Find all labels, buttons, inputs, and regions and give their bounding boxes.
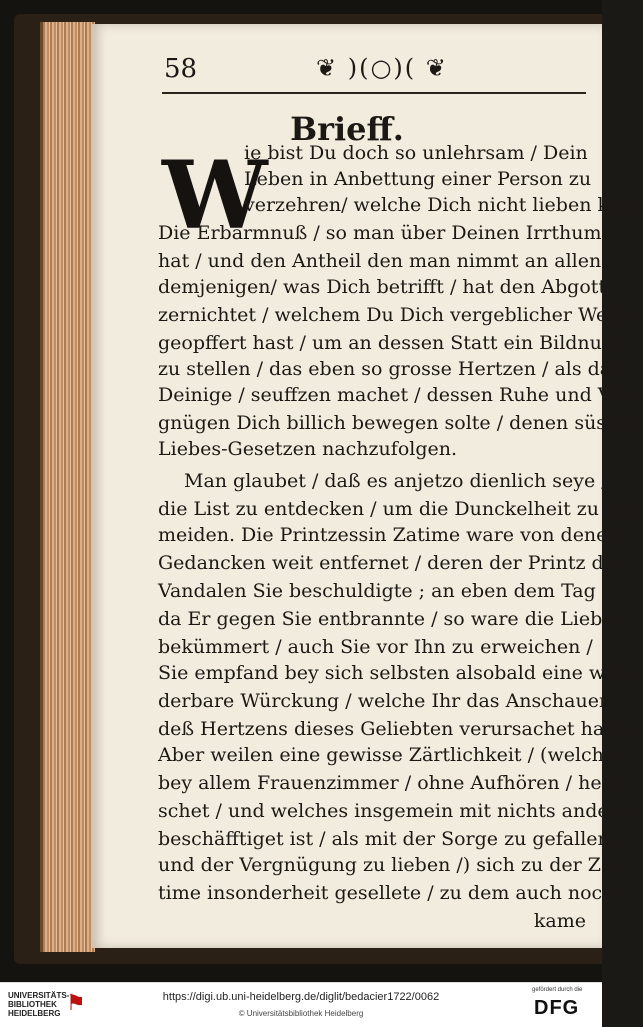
text-line: bekümmert / auch Sie vor Ihn zu erweichen /: [158, 636, 593, 658]
header-ornament: ❦ )(○)( ❦: [316, 54, 448, 82]
text-line: da Er gegen Sie entbrannte / so ware die Liebe: [158, 608, 614, 630]
text-line: Aber weilen eine gewisse Zärtlichkeit / (welche: [158, 744, 616, 766]
text-line: Liebes-Gesetzen nachzufolgen.: [158, 438, 458, 460]
text-line: gnügen Dich billich bewegen solte / denen süssen: [158, 412, 640, 434]
text-line: demjenigen/ was Dich betrifft / hat den Abgott: [158, 276, 607, 298]
drop-cap: W: [162, 141, 268, 251]
text-line: bey allem Frauenzimmer / ohne Aufhören / herr-: [158, 772, 627, 794]
page-edges: [40, 22, 95, 952]
text-line: Gedancken weit entfernet / deren der Printz der: [158, 552, 625, 574]
text-line: Leben in Anbettung einer Person zu: [244, 168, 592, 190]
page-title: Brieff.: [290, 110, 404, 148]
text-line: hat / und den Antheil den man nimmt an allen: [158, 250, 602, 272]
header-rule: [162, 92, 586, 94]
text-line: deß Hertzens dieses Geliebten verursachet hatte ;: [158, 718, 643, 740]
copyright-notice: © Universitätsbibliothek Heidelberg: [238, 1009, 364, 1018]
page-number: 58: [164, 54, 198, 84]
dfg-logo: DFG: [534, 997, 580, 1019]
permalink-url[interactable]: https://digi.ub.uni-heidelberg.de/diglit/bedacier1722/0062: [162, 991, 440, 1003]
text-line: Man glaubet / daß es anjetzo dienlich seye /: [184, 470, 608, 492]
funding-note: gefördert durch die: [532, 987, 583, 993]
text-line: ie bist Du doch so unlehrsam / Dein: [244, 142, 588, 164]
text-line: verzehren/ welche Dich nicht lieben kan?: [244, 194, 643, 216]
catchword: kame: [533, 910, 586, 932]
text-line: geopffert hast / um an dessen Statt ein Bildnuß: [158, 332, 615, 354]
text-line: die List zu entdecken / um die Dunckelheit zu ver-: [158, 498, 643, 520]
text-line: zernichtet / welchem Du Dich vergeblicher Weise: [158, 304, 635, 326]
library-logo-text: UNIVERSITÄTS- BIBLIOTHEK HEIDELBERG: [8, 991, 70, 1018]
text-line: beschäfftiget ist / als mit der Sorge zu gefallen /: [158, 828, 623, 850]
text-line: und der Vergnügung zu lieben /) sich zu der Za-: [158, 854, 619, 876]
library-crest-icon: ⚑: [66, 991, 86, 1016]
text-line: meiden. Die Printzessin Zatime ware von denen: [158, 524, 620, 546]
text-line: schet / und welches insgemein mit nichts anders: [158, 800, 628, 822]
text-line: Deinige / seuffzen machet / dessen Ruhe und Ver-: [158, 384, 637, 406]
text-line: zu stellen / das eben so grosse Hertzen / als das: [158, 358, 621, 380]
book-page: [92, 24, 643, 948]
text-line: Vandalen Sie beschuldigte ; an eben dem Tag /: [158, 580, 609, 602]
viewer-footer: [0, 982, 602, 1027]
text-line: Sie empfand bey sich selbsten alsobald eine wun-: [158, 662, 637, 684]
text-line: Die Erbarmnuß / so man über Deinen Irrthum: [158, 222, 602, 244]
text-line: derbare Würckung / welche Ihr das Anschauen: [158, 690, 612, 712]
text-line: time insonderheit gesellete / zu dem auch noch: [158, 882, 615, 904]
